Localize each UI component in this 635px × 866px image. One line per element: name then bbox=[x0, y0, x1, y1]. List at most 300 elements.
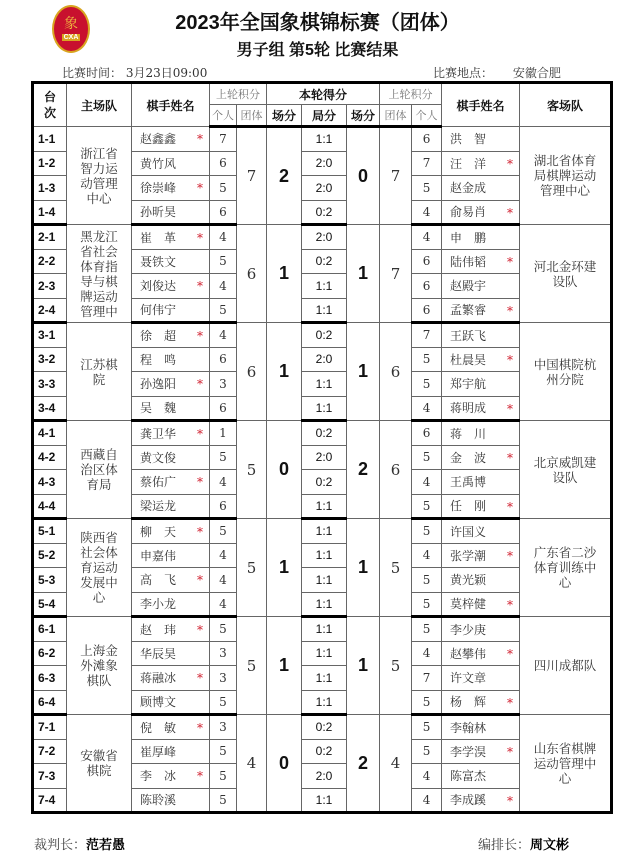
home-player bbox=[132, 494, 210, 519]
match-time bbox=[62, 64, 207, 81]
player-name: 徐崇峰 bbox=[140, 181, 177, 196]
home-individual-points: 6 bbox=[210, 200, 237, 225]
page-title: 2023年全国象棋锦标赛（团体） bbox=[175, 12, 460, 34]
logo-text: CXA bbox=[63, 34, 79, 41]
player-name: 郑宇航 bbox=[450, 377, 487, 392]
game-score: 1:1 bbox=[302, 617, 347, 642]
player-name: 陈富杰 bbox=[450, 769, 487, 784]
red-star-marker: * bbox=[507, 450, 514, 465]
away-team: 山东省棋牌运动管理中心 bbox=[520, 715, 612, 813]
home-player bbox=[132, 568, 210, 593]
home-player bbox=[132, 372, 210, 397]
game-score: 1:1 bbox=[302, 372, 347, 397]
player-name: 崔 革 bbox=[140, 230, 177, 245]
match-venue bbox=[433, 64, 561, 81]
red-star-marker: * bbox=[197, 475, 203, 489]
away-individual-points: 5 bbox=[412, 739, 442, 764]
away-individual-points: 5 bbox=[412, 176, 442, 201]
home-match-points: 1 bbox=[267, 323, 302, 421]
home-individual-points: 4 bbox=[210, 543, 237, 568]
away-player bbox=[442, 641, 520, 666]
board-number: 2-4 bbox=[33, 298, 67, 323]
away-player bbox=[442, 592, 520, 617]
home-individual-points: 4 bbox=[210, 225, 237, 250]
home-match-points: 1 bbox=[267, 519, 302, 617]
away-team-prev-points: 6 bbox=[380, 323, 412, 421]
away-match-points: 0 bbox=[347, 127, 380, 225]
away-player bbox=[442, 543, 520, 568]
home-individual-points: 5 bbox=[210, 788, 237, 813]
home-individual-points: 3 bbox=[210, 666, 237, 691]
home-individual-points: 5 bbox=[210, 298, 237, 323]
player-name: 黄竹风 bbox=[140, 156, 177, 171]
header-home-match-points: 场分 bbox=[267, 105, 302, 127]
home-individual-points: 3 bbox=[210, 641, 237, 666]
red-star-marker: * bbox=[197, 329, 203, 343]
home-player bbox=[132, 298, 210, 323]
player-name: 李成蹊 bbox=[450, 793, 487, 808]
board-number: 1-2 bbox=[33, 151, 67, 176]
away-individual-points: 5 bbox=[412, 690, 442, 715]
home-individual-points: 4 bbox=[210, 274, 237, 299]
away-individual-points: 6 bbox=[412, 421, 442, 446]
player-name: 杜晨昊 bbox=[450, 352, 487, 367]
home-individual-points: 4 bbox=[210, 592, 237, 617]
chess-piece-icon: 象 bbox=[64, 16, 78, 32]
game-score: 1:1 bbox=[302, 127, 347, 152]
player-name: 王禹博 bbox=[450, 475, 487, 490]
board-number: 1-3 bbox=[33, 176, 67, 201]
player-name: 汪 洋 bbox=[450, 156, 487, 171]
player-name: 赵 玮 bbox=[140, 622, 177, 637]
home-individual-points: 6 bbox=[210, 396, 237, 421]
player-name: 蒋 川 bbox=[450, 426, 487, 441]
board-number: 2-2 bbox=[33, 249, 67, 274]
away-individual-points: 4 bbox=[412, 225, 442, 250]
red-star-marker: * bbox=[507, 499, 514, 514]
home-team: 浙江省智力运动管理中心 bbox=[67, 127, 132, 225]
player-name: 李小龙 bbox=[140, 597, 177, 612]
game-score: 1:1 bbox=[302, 690, 347, 715]
game-score: 2:0 bbox=[302, 225, 347, 250]
page-subtitle: 男子组 第5轮 比赛结果 bbox=[236, 42, 399, 59]
away-individual-points: 5 bbox=[412, 347, 442, 372]
away-match-points: 1 bbox=[347, 519, 380, 617]
home-team-prev-points: 5 bbox=[237, 617, 267, 715]
player-name: 黄文俊 bbox=[140, 450, 177, 465]
home-team: 黑龙江省社会体育指导与棋牌运动管理中 bbox=[67, 225, 132, 323]
home-team: 上海金外滩象棋队 bbox=[67, 617, 132, 715]
game-score: 1:1 bbox=[302, 519, 347, 544]
away-player bbox=[442, 739, 520, 764]
home-individual-points: 7 bbox=[210, 127, 237, 152]
player-name: 聂铁文 bbox=[140, 254, 177, 269]
player-name: 陆伟韬 bbox=[450, 254, 487, 269]
home-team-prev-points: 6 bbox=[237, 323, 267, 421]
header-away-team-points: 团体 bbox=[380, 105, 412, 127]
away-team-prev-points: 7 bbox=[380, 225, 412, 323]
away-individual-points: 6 bbox=[412, 249, 442, 274]
away-individual-points: 5 bbox=[412, 372, 442, 397]
board-number: 3-4 bbox=[33, 396, 67, 421]
player-name: 金 波 bbox=[450, 450, 487, 465]
away-individual-points: 5 bbox=[412, 568, 442, 593]
header-home-player: 棋手姓名 bbox=[132, 83, 210, 127]
player-name: 俞易肖 bbox=[450, 205, 487, 220]
player-name: 洪 智 bbox=[450, 132, 487, 147]
board-number: 1-1 bbox=[33, 127, 67, 152]
home-player bbox=[132, 396, 210, 421]
chief-referee-label: 裁判长： bbox=[34, 838, 87, 853]
board-number: 7-1 bbox=[33, 715, 67, 740]
red-star-marker: * bbox=[197, 427, 203, 441]
table-row bbox=[33, 421, 612, 446]
header-away-team: 客场队 bbox=[520, 83, 612, 127]
player-name: 黄光颖 bbox=[450, 573, 487, 588]
game-score: 1:1 bbox=[302, 494, 347, 519]
board-number: 7-3 bbox=[33, 764, 67, 789]
home-player bbox=[132, 249, 210, 274]
home-team-prev-points: 5 bbox=[237, 519, 267, 617]
board-number: 5-3 bbox=[33, 568, 67, 593]
player-name: 顾博文 bbox=[140, 695, 177, 710]
game-score: 1:1 bbox=[302, 666, 347, 691]
away-individual-points: 5 bbox=[412, 519, 442, 544]
table-row bbox=[33, 225, 612, 250]
away-individual-points: 5 bbox=[412, 592, 442, 617]
game-score: 0:2 bbox=[302, 470, 347, 495]
game-score: 0:2 bbox=[302, 323, 347, 348]
home-individual-points: 5 bbox=[210, 617, 237, 642]
away-player bbox=[442, 690, 520, 715]
header-home-prev-points: 上轮积分 bbox=[210, 83, 267, 105]
board-number: 4-4 bbox=[33, 494, 67, 519]
red-star-marker: * bbox=[197, 671, 203, 685]
game-score: 1:1 bbox=[302, 568, 347, 593]
home-match-points: 2 bbox=[267, 127, 302, 225]
board-number: 4-3 bbox=[33, 470, 67, 495]
red-star-marker: * bbox=[507, 401, 514, 416]
away-team: 中国棋院杭州分院 bbox=[520, 323, 612, 421]
red-star-marker: * bbox=[197, 525, 203, 539]
game-score: 2:0 bbox=[302, 764, 347, 789]
board-number: 5-4 bbox=[33, 592, 67, 617]
away-player bbox=[442, 396, 520, 421]
home-player bbox=[132, 347, 210, 372]
home-player bbox=[132, 690, 210, 715]
player-name: 柳 天 bbox=[140, 524, 177, 539]
away-individual-points: 5 bbox=[412, 494, 442, 519]
away-individual-points: 7 bbox=[412, 666, 442, 691]
board-number: 6-4 bbox=[33, 690, 67, 715]
home-individual-points: 5 bbox=[210, 690, 237, 715]
red-star-marker: * bbox=[507, 156, 514, 171]
away-player bbox=[442, 494, 520, 519]
game-score: 1:1 bbox=[302, 298, 347, 323]
away-player bbox=[442, 715, 520, 740]
home-player bbox=[132, 617, 210, 642]
home-match-points: 1 bbox=[267, 617, 302, 715]
red-star-marker: * bbox=[507, 646, 514, 661]
board-number: 4-1 bbox=[33, 421, 67, 446]
player-name: 徐 超 bbox=[140, 328, 177, 343]
player-name: 高 飞 bbox=[140, 573, 177, 588]
results-table bbox=[31, 81, 613, 814]
header-away-individual: 个人 bbox=[412, 105, 442, 127]
away-team-prev-points: 4 bbox=[380, 715, 412, 813]
home-individual-points: 4 bbox=[210, 470, 237, 495]
away-player bbox=[442, 347, 520, 372]
away-team: 北京威凯建设队 bbox=[520, 421, 612, 519]
home-player bbox=[132, 200, 210, 225]
game-score: 1:1 bbox=[302, 592, 347, 617]
away-individual-points: 4 bbox=[412, 470, 442, 495]
home-player bbox=[132, 543, 210, 568]
player-name: 赵殿宇 bbox=[450, 279, 487, 294]
red-star-marker: * bbox=[197, 721, 203, 735]
away-individual-points: 4 bbox=[412, 396, 442, 421]
board-number: 6-2 bbox=[33, 641, 67, 666]
player-name: 崔厚峰 bbox=[140, 744, 177, 759]
game-score: 1:1 bbox=[302, 396, 347, 421]
board-number: 5-1 bbox=[33, 519, 67, 544]
home-player bbox=[132, 445, 210, 470]
red-star-marker: * bbox=[197, 181, 203, 195]
away-player bbox=[442, 274, 520, 299]
home-match-points: 1 bbox=[267, 225, 302, 323]
home-player bbox=[132, 641, 210, 666]
game-score: 2:0 bbox=[302, 445, 347, 470]
home-player bbox=[132, 592, 210, 617]
red-star-marker: * bbox=[197, 132, 203, 146]
player-name: 程 鸣 bbox=[140, 352, 177, 367]
home-match-points: 0 bbox=[267, 421, 302, 519]
away-player bbox=[442, 200, 520, 225]
game-score: 1:1 bbox=[302, 641, 347, 666]
player-name: 许国义 bbox=[450, 524, 487, 539]
away-player bbox=[442, 519, 520, 544]
away-player bbox=[442, 323, 520, 348]
board-number: 1-4 bbox=[33, 200, 67, 225]
away-player bbox=[442, 127, 520, 152]
player-name: 任 刚 bbox=[450, 499, 487, 514]
home-player bbox=[132, 715, 210, 740]
game-score: 0:2 bbox=[302, 715, 347, 740]
away-player bbox=[442, 617, 520, 642]
player-name: 孙昕昊 bbox=[140, 205, 177, 220]
red-star-marker: * bbox=[197, 573, 203, 587]
red-star-marker: * bbox=[507, 744, 514, 759]
away-match-points: 1 bbox=[347, 617, 380, 715]
home-individual-points: 4 bbox=[210, 323, 237, 348]
away-individual-points: 6 bbox=[412, 298, 442, 323]
red-star-marker: * bbox=[197, 769, 203, 783]
table-row bbox=[33, 715, 612, 740]
player-name: 蒋融冰 bbox=[140, 671, 177, 686]
home-individual-points: 5 bbox=[210, 176, 237, 201]
away-individual-points: 4 bbox=[412, 641, 442, 666]
arranger-name: 周文彬 bbox=[530, 838, 570, 853]
game-score: 0:2 bbox=[302, 249, 347, 274]
home-player bbox=[132, 127, 210, 152]
home-player bbox=[132, 666, 210, 691]
player-name: 龚卫华 bbox=[140, 426, 177, 441]
home-team: 安徽省棋院 bbox=[67, 715, 132, 813]
red-star-marker: * bbox=[507, 548, 514, 563]
home-player bbox=[132, 176, 210, 201]
away-player bbox=[442, 666, 520, 691]
player-name: 赵攀伟 bbox=[450, 646, 487, 661]
away-player bbox=[442, 470, 520, 495]
table-row bbox=[33, 127, 612, 152]
home-team: 江苏棋院 bbox=[67, 323, 132, 421]
red-star-marker: * bbox=[507, 597, 514, 612]
board-number: 3-1 bbox=[33, 323, 67, 348]
player-name: 孙逸阳 bbox=[140, 377, 177, 392]
home-individual-points: 6 bbox=[210, 151, 237, 176]
player-name: 李翰林 bbox=[450, 720, 487, 735]
time-label: 比赛时间： bbox=[62, 66, 123, 80]
player-name: 孟繁睿 bbox=[450, 303, 487, 318]
game-score: 1:1 bbox=[302, 274, 347, 299]
player-name: 吴 魏 bbox=[140, 401, 177, 416]
away-individual-points: 4 bbox=[412, 788, 442, 813]
away-individual-points: 4 bbox=[412, 764, 442, 789]
game-score: 1:1 bbox=[302, 788, 347, 813]
red-star-marker: * bbox=[507, 793, 514, 808]
board-number: 6-1 bbox=[33, 617, 67, 642]
venue-value: 安徽合肥 bbox=[512, 66, 561, 80]
player-name: 刘俊达 bbox=[140, 279, 177, 294]
board-number: 7-4 bbox=[33, 788, 67, 813]
home-individual-points: 5 bbox=[210, 764, 237, 789]
header-away-prev-points: 上轮积分 bbox=[380, 83, 442, 105]
away-match-points: 2 bbox=[347, 421, 380, 519]
away-team-prev-points: 5 bbox=[380, 617, 412, 715]
away-individual-points: 5 bbox=[412, 445, 442, 470]
player-name: 蒋明成 bbox=[450, 401, 487, 416]
away-individual-points: 5 bbox=[412, 715, 442, 740]
red-star-marker: * bbox=[507, 352, 514, 367]
game-score: 2:0 bbox=[302, 176, 347, 201]
away-team: 河北金环建设队 bbox=[520, 225, 612, 323]
away-player bbox=[442, 568, 520, 593]
player-name: 赵鑫鑫 bbox=[140, 132, 177, 147]
away-player bbox=[442, 788, 520, 813]
home-team: 陕西省社会体育运动发展中心 bbox=[67, 519, 132, 617]
home-match-points: 0 bbox=[267, 715, 302, 813]
away-team-prev-points: 5 bbox=[380, 519, 412, 617]
header-away-player: 棋手姓名 bbox=[442, 83, 520, 127]
home-player bbox=[132, 519, 210, 544]
red-star-marker: * bbox=[507, 254, 514, 269]
home-individual-points: 5 bbox=[210, 249, 237, 274]
home-individual-points: 1 bbox=[210, 421, 237, 446]
table-row bbox=[33, 323, 612, 348]
player-name: 陈聆溪 bbox=[140, 793, 177, 808]
red-star-marker: * bbox=[197, 623, 203, 637]
home-individual-points: 4 bbox=[210, 568, 237, 593]
player-name: 李少庚 bbox=[450, 622, 487, 637]
player-name: 倪 敏 bbox=[140, 720, 177, 735]
header-home-team: 主场队 bbox=[67, 83, 132, 127]
home-player bbox=[132, 470, 210, 495]
player-name: 杨 辉 bbox=[450, 695, 487, 710]
home-individual-points: 5 bbox=[210, 445, 237, 470]
away-player bbox=[442, 445, 520, 470]
home-player bbox=[132, 788, 210, 813]
home-team-prev-points: 6 bbox=[237, 225, 267, 323]
home-player bbox=[132, 225, 210, 250]
game-score: 0:2 bbox=[302, 739, 347, 764]
away-individual-points: 4 bbox=[412, 543, 442, 568]
away-team: 广东省二沙体育训练中心 bbox=[520, 519, 612, 617]
home-individual-points: 5 bbox=[210, 739, 237, 764]
home-player bbox=[132, 764, 210, 789]
away-team-prev-points: 6 bbox=[380, 421, 412, 519]
away-player bbox=[442, 764, 520, 789]
player-name: 赵金成 bbox=[450, 181, 487, 196]
player-name: 申 鹏 bbox=[450, 230, 487, 245]
table-row bbox=[33, 519, 612, 544]
away-player bbox=[442, 372, 520, 397]
home-player bbox=[132, 151, 210, 176]
board-number: 2-3 bbox=[33, 274, 67, 299]
away-match-points: 1 bbox=[347, 323, 380, 421]
venue-label: 比赛地点： bbox=[433, 66, 494, 80]
board-number: 2-1 bbox=[33, 225, 67, 250]
time-value: 3月23日09:00 bbox=[125, 66, 208, 80]
red-star-marker: * bbox=[507, 695, 514, 710]
game-score: 2:0 bbox=[302, 347, 347, 372]
home-individual-points: 6 bbox=[210, 347, 237, 372]
board-number: 5-2 bbox=[33, 543, 67, 568]
header-round-score: 本轮得分 bbox=[267, 83, 380, 105]
home-team: 西藏自治区体育局 bbox=[67, 421, 132, 519]
home-individual-points: 3 bbox=[210, 372, 237, 397]
away-player bbox=[442, 176, 520, 201]
player-name: 申嘉伟 bbox=[140, 548, 177, 563]
arranger-label: 编排长： bbox=[478, 838, 531, 853]
away-team: 湖北省体育局棋牌运动管理中心 bbox=[520, 127, 612, 225]
header-home-individual: 个人 bbox=[210, 105, 237, 127]
header-board: 台次 bbox=[33, 83, 67, 127]
away-individual-points: 6 bbox=[412, 127, 442, 152]
arranger bbox=[478, 834, 569, 853]
home-team-prev-points: 7 bbox=[237, 127, 267, 225]
home-individual-points: 5 bbox=[210, 519, 237, 544]
player-name: 蔡佑广 bbox=[140, 475, 177, 490]
player-name: 许文章 bbox=[450, 671, 487, 686]
player-name: 李学淏 bbox=[450, 744, 487, 759]
red-star-marker: * bbox=[507, 303, 514, 318]
red-star-marker: * bbox=[197, 279, 203, 293]
header-home-team-points: 团体 bbox=[237, 105, 267, 127]
away-match-points: 2 bbox=[347, 715, 380, 813]
red-star-marker: * bbox=[197, 231, 203, 245]
chief-referee-name: 范若愚 bbox=[86, 838, 126, 853]
board-number: 4-2 bbox=[33, 445, 67, 470]
game-score: 0:2 bbox=[302, 200, 347, 225]
home-team-prev-points: 4 bbox=[237, 715, 267, 813]
home-player bbox=[132, 323, 210, 348]
away-player bbox=[442, 249, 520, 274]
away-individual-points: 5 bbox=[412, 617, 442, 642]
away-individual-points: 7 bbox=[412, 323, 442, 348]
player-name: 何伟宁 bbox=[140, 303, 177, 318]
away-player bbox=[442, 225, 520, 250]
home-individual-points: 3 bbox=[210, 715, 237, 740]
